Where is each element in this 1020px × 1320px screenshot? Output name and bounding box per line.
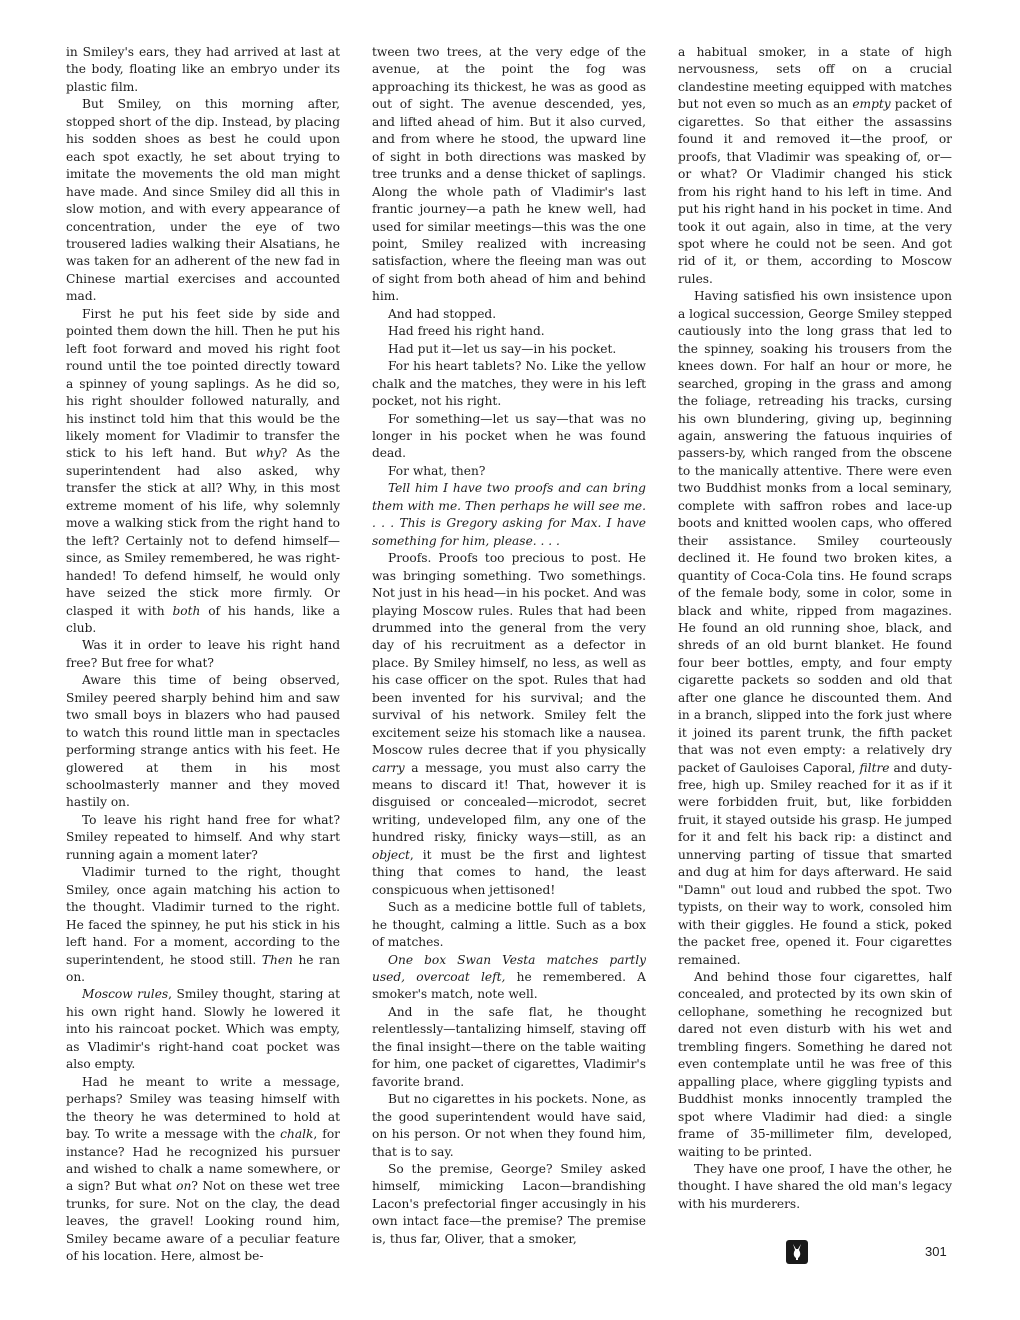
paragraph: So the premise, George? Smiley asked himself, mimicking Lacon—brandishing Lacon's prefectorial finger accusingly in his own intact face—the premise? The premise is, thus far, Oliver, that a smoker, [372, 1162, 646, 1246]
paragraph: Had put it—let us say—in his pocket. [388, 341, 617, 356]
paragraph: First he put his feet side by side and pointed them down the hill. Then he put his left foot forward and moved his right foot round until the toe pointed directly toward a spinney of young saplings. As he did so, his right shoulder followed naturally, and his instinct told him that this would be the likely moment for Vladimir to transfer the stick to his left hand. But why? As the superintendent had also asked, why transfer the stick at all? Why, in this most extreme moment of his life, why solemnly move a walking stick from the right hand to the left? Certainly not to defend himself—since, as Smiley remembered, he was right-handed! To defend himself, he would only have seized the stick more firmly. Or clasped it with both of his hands, like a club. [66, 306, 340, 635]
article-body [66, 44, 952, 1272]
paragraph: And in the safe flat, he thought relentlessly—tantalizing himself, staving off the final insight—there on the table waiting for him, one packet of cigarettes, Vladimir's favorite brand. [372, 1004, 646, 1089]
paragraph: Vladimir turned to the right, thought Smiley, once again matching his action to the thought. Vladimir turned to the right. He faced the spinney, he put his stick in his left hand. For a moment, according to the superintendent, he stood still. Then he ran on. [66, 865, 340, 985]
paragraph: For what, then? [388, 463, 486, 478]
text-column-2 [372, 44, 646, 1272]
paragraph: Tell him I have two proofs and can bring them with me. Then perhaps he will see me. . . . This is Gregory asking for Max. I have something for him, please. . . . [372, 481, 646, 548]
paragraph: Aware this time of being observed, Smiley peered sharply behind him and saw two small boys in blazers who had paused to watch this round little man in spectacles performing strange antics with his feet. He glowered at them in his most schoolmasterly manner and they moved hastily on. [66, 673, 340, 810]
paragraph: Having satisfied his own insistence upon a logical succession, George Smiley stepped cautiously into the long grass that led to the spinney, soaking his trousers from the knees down. For half an hour or more, he searched, groping in the grass and among the foliage, retreading his tracks, cursing his own blundering, giving up, beginning again, answering the fatuous inquiries of passers-by, which ranged from the obscene to the manically attentive. There were even two Buddhist monks from a local seminary, complete with saffron robes and lace-up boots and knitted woolen caps, who offered their assistance. Smiley courteously declined it. He found two broken kites, a quantity of Coca-Cola tins. He found scraps of the female body, some in color, some in black and white, ripped from magazines. He found an old running shoe, black, and shreds of an old burnt blanket. He found four beer bottles, empty, and four empty cigarette packets so sodden and old that after one glance he discounted them. And in a branch, slipped into the fork just where it joined its parent trunk, the fifth packet that was not even empty: a relatively dry packet of Gauloises Caporal, filtre and duty-free, high up. Smiley reached for it as if it were forbidden fruit, but, like forbidden fruit, it stayed outside his grasp. He jumped for it and felt his back rip: a distinct and unnerving parting of tissue that smarted and dug at him for days afterward. He said "Damn" out loud and rubbed the spot. Two typists, on their way to work, consoled him with their giggles. He found a stick, poked the packet free, opened it. Four cigarettes remained. [678, 289, 952, 967]
paragraph: Had he meant to write a message, perhaps? Smiley was teasing himself with the theory he was determined to hold at bay. To write a message with the chalk, for instance? Had he recognized his pursuer and wished to chalk a name somewhere, or a sign? But what on? Not on these wet tree trunks, for sure. Not on the clay, the dead leaves, the gravel! Looking round him, Smiley became aware of a peculiar feature of his location. Here, almost be- [66, 1074, 340, 1264]
paragraph: Was it in order to leave his right hand free? But free for what? [66, 638, 340, 670]
paragraph: For his heart tablets? No. Like the yellow chalk and the matches, they were in his left pocket, not his right. [372, 359, 646, 409]
paragraph: in Smiley's ears, they had arrived at last at the body, floating like an embryo under its plastic film. [66, 45, 340, 94]
rabbit-logo-icon [786, 1240, 808, 1264]
page-number: 301 [925, 1244, 947, 1259]
paragraph: Proofs. Proofs too precious to post. He was bringing something. Two somethings. Not just in his head—in his pocket. And was playing Moscow rules. Rules that had been drummed into the general from the very day of his recruitment as a defector in place. By Smiley himself, no less, as well as his case officer on the spot. Rules that had been invented for his survival; and the survival of his network. Smiley felt the excitement seize his stomach like a nausea. Moscow rules decree that if you physically carry a message, you must also carry the means to discard it! That, however it is disguised or concealed—microdot, secret writing, undeveloped film, any one of the hundred risky, finicky ways—still, as an object, it must be the first and lightest thing that comes to hand, the least conspicuous when jettisoned! [372, 551, 646, 897]
paragraph: But no cigarettes in his pockets. None, as the good superintendent would have said, on his person. Or not when they found him, that is to say. [372, 1092, 646, 1159]
text-column-1 [66, 44, 340, 1272]
paragraph: But Smiley, on this morning after, stopped short of the dip. Instead, by placing his sodden shoes as best he could upon each spot exactly, he set about trying to imitate the movements the old man might have made. And since Smiley did all this in slow motion, and with every appearance of concentration, under the eye of two trousered ladies walking their Alsatians, he was taken for an adherent of the new fad in Chinese martial exercises and accounted mad. [66, 97, 340, 304]
paragraph: And had stopped. [388, 306, 497, 321]
paragraph: Such as a medicine bottle full of tablets, he thought, calming a little. Such as a box of matches. [372, 900, 646, 950]
paragraph: For something—let us say—that was no longer in his pocket when he was found dead. [372, 411, 646, 461]
paragraph: Had freed his right hand. [388, 324, 545, 339]
paragraph: Moscow rules, Smiley thought, staring at his own right hand. Slowly he lowered it into his raincoat pocket. Which was empty, as Vladimir's right-hand coat pocket was also empty. [66, 987, 340, 1072]
paragraph: a habitual smoker, in a state of high nervousness, sets off on a crucial clandestine meeting equipped with matches but not even so much as an empty packet of cigarettes. So that either the assassins found it and removed it—the proof, or proofs, that Vladimir was speaking of, or—or what? Or Vladimir changed his stick from his right hand to his left in time. And put his right hand in his pocket in time. And took it out again, also in time, at the very spot where he could not be seen. And got rid of it, or them, according to Moscow rules. [678, 45, 952, 286]
paragraph: And behind those four cigarettes, half concealed, and protected by its own skin of cellophane, something he recognized but dared not even disturb with his wet and trembling fingers. Something he dared not even contemplate until he was free of this appalling place, where giggling typists and Buddhist monks innocently trampled the spot where Vladimir had died: a single frame of 35-millimeter film, developed, waiting to be printed. [678, 970, 952, 1159]
paragraph: tween two trees, at the very edge of the avenue, at the point the fog was approaching its thickest, he was as good as out of sight. The avenue descended, yes, and lifted ahead of him. But it also curved, and from where he stood, the upward line of sight in both directions was masked by tree trunks and a dense thicket of saplings. Along the whole path of Vladimir's last frantic journey—a path he knew well, had used for similar meetings—this was the one point, Smiley realized with increasing satisfaction, where the fleeing man was out of sight from both ahead of him and behind him. [372, 45, 646, 304]
rabbit-head-icon [790, 1243, 804, 1261]
paragraph: One box Swan Vesta matches partly used, overcoat left, he remembered. A smoker's match, note well. [372, 952, 646, 1002]
paragraph: They have one proof, I have the other, he thought. I have shared the old man's legacy with his murderers. [678, 1162, 952, 1211]
paragraph: To leave his right hand free for what? Smiley repeated to himself. And why start running again a moment later? [66, 812, 340, 862]
text-column-3 [678, 44, 952, 1272]
